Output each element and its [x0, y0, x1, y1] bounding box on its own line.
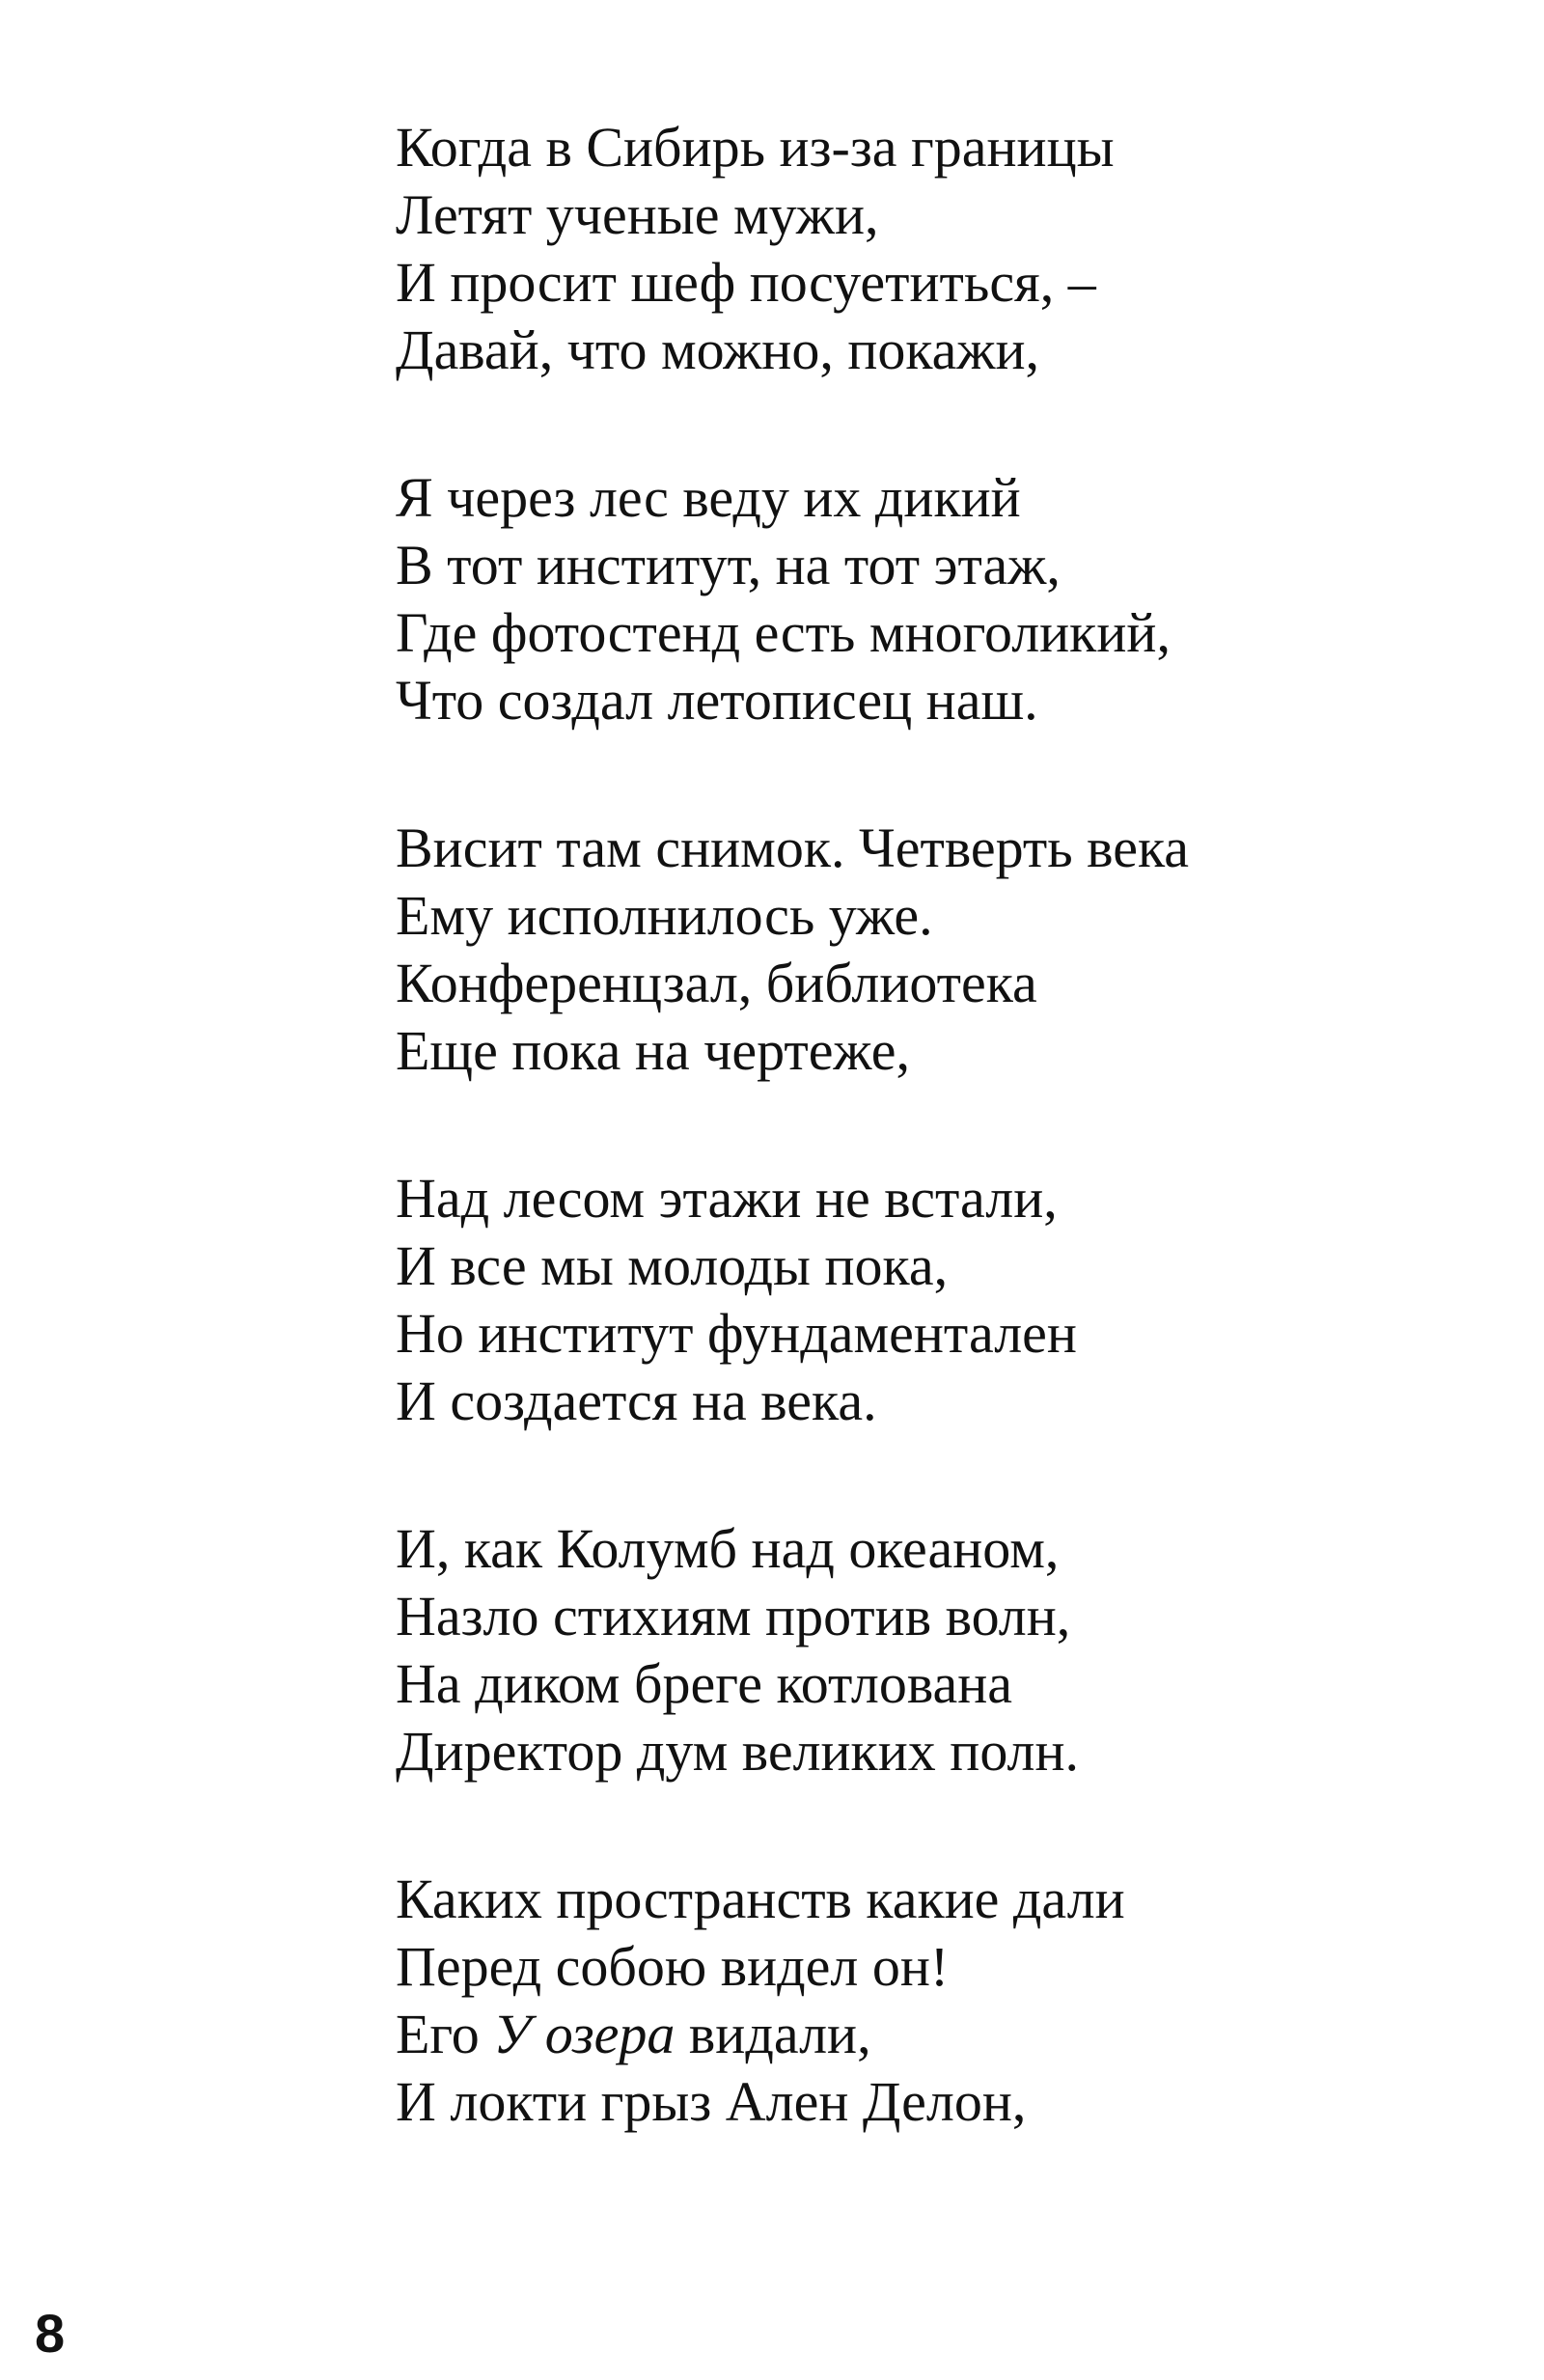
poem-line: И, как Колумб над океаном,	[396, 1517, 1060, 1580]
line-text-after: видали,	[675, 2003, 871, 2065]
poem-line: Ему исполнилось уже.	[396, 884, 933, 947]
poem-line: Давай, что можно, покажи,	[396, 318, 1040, 381]
poem-line: И все мы молоды пока,	[396, 1234, 949, 1297]
stanza-2	[396, 464, 1505, 734]
poem-line: Летят ученые мужи,	[396, 183, 879, 246]
stanza-3	[396, 815, 1505, 1085]
poem-line: Что создал летописец наш.	[396, 669, 1038, 732]
page-number: 8	[35, 2303, 66, 2364]
poem-line: Висит там снимок. Четверть века	[396, 816, 1189, 879]
italic-film-title: У озера	[493, 2003, 676, 2065]
poem-line: Когда в Сибирь из-за границы	[396, 116, 1115, 179]
poem-line: Но институт фундаментален	[396, 1302, 1077, 1365]
line-text-before: Его	[396, 2003, 494, 2065]
poem-line: Над лесом этажи не встали,	[396, 1167, 1058, 1230]
poem-line: Каких пространств какие дали	[396, 1868, 1125, 1930]
stanza-1	[396, 114, 1505, 384]
poem-line: Назло стихиям против волн,	[396, 1585, 1071, 1647]
poem-line: Конференцзал, библиотека	[396, 952, 1037, 1014]
poem-line: Я через лес веду их дикий	[396, 466, 1021, 529]
poem-line: На диком бреге котлована	[396, 1652, 1012, 1715]
stanza-6	[396, 1866, 1505, 2136]
poem-line: Где фотостенд есть многоликий,	[396, 601, 1171, 664]
stanza-5	[396, 1515, 1505, 1785]
stanza-4	[396, 1165, 1505, 1435]
poem-line-with-italic	[396, 2001, 1505, 2068]
poem-line: И локти грыз Ален Делон,	[396, 2070, 1027, 2133]
poem-line: И создается на века.	[396, 1370, 877, 1432]
poem-line: И просит шеф посуетиться, –	[396, 251, 1096, 314]
poem-line: Перед собою видел он!	[396, 1935, 950, 1998]
poem-line: В тот институт, на тот этаж,	[396, 534, 1061, 596]
poem-line: Директор дум великих полн.	[396, 1720, 1080, 1783]
poem-line: Еще пока на чертеже,	[396, 1019, 910, 1082]
poem	[396, 114, 1505, 2216]
